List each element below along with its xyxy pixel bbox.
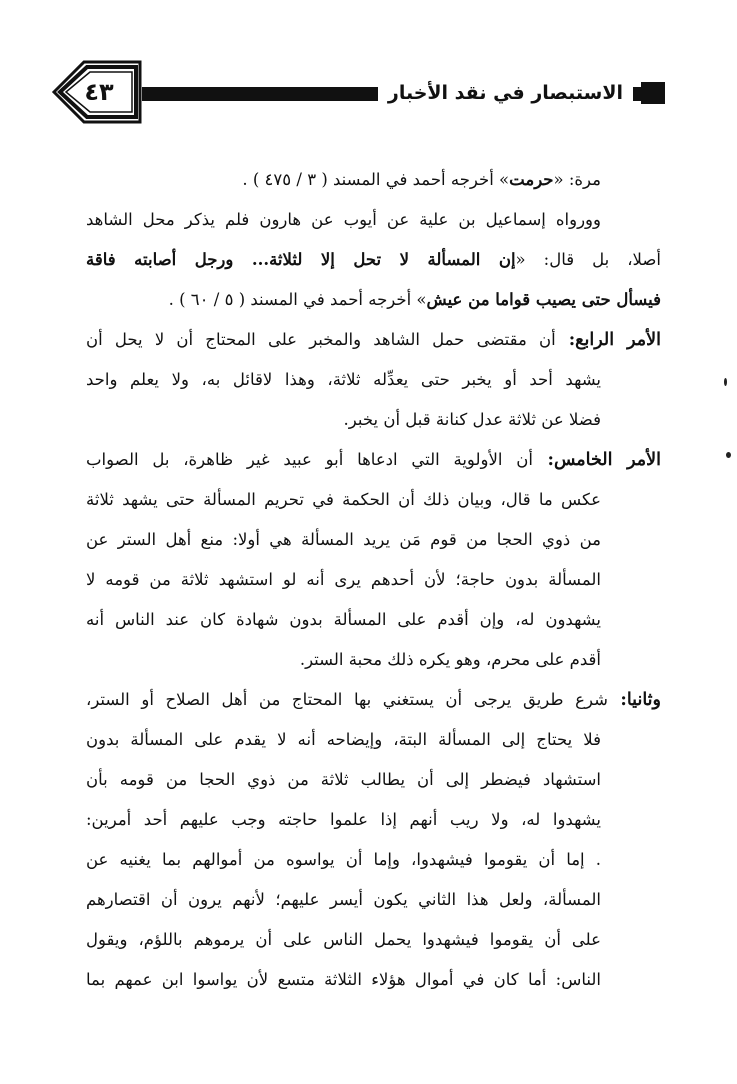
text-run: استشهاد فيضطر إلى أن يطالب ثلاثة من ذوي الحجا من قومه بأن	[86, 770, 601, 789]
text-line	[86, 680, 661, 720]
page-number: ٤٣	[84, 78, 114, 106]
section-heading: الأمر الرابع:	[555, 330, 661, 350]
text-run: مرة: «	[553, 170, 601, 189]
hadith-quote: حرمت	[509, 170, 554, 189]
section-heading: الأمر الخامس:	[532, 450, 661, 470]
text-line	[86, 360, 661, 400]
text-line	[86, 880, 661, 920]
text-run: الناس: أما كان في أموال هؤلاء الثلاثة متسع لأن يواسوا ابن عمهم بما	[86, 970, 601, 989]
text-line	[86, 600, 661, 640]
text-run: » أخرجه أحمد في المسند ( ٥ / ٦٠ ) .	[168, 290, 427, 309]
text-run: وورواه إسماعيل بن علية عن أيوب عن هارون فلم يذكر محل الشاهد	[86, 210, 601, 229]
text-line	[86, 320, 661, 360]
body-text	[86, 160, 661, 1000]
text-line	[86, 800, 661, 840]
text-run: فلا يحتاج إلى المسألة البتة، وإيضاحه أنه لا يقدم على المسألة بدون	[86, 730, 601, 749]
text-line	[86, 920, 661, 960]
text-line	[86, 240, 661, 280]
text-line	[86, 200, 661, 240]
text-line	[86, 760, 661, 800]
text-run: يشهدون له، وإن أقدم على المسألة بدون شهادة كان عند الناس أنه	[86, 610, 601, 629]
text-run: المسألة بدون حاجة؛ لأن أحدهم يرى أنه لو استشهد ثلاثة من قومه لا	[86, 570, 601, 589]
text-line	[86, 840, 661, 880]
text-run: على أن يقوموا فيشهدوا يحمل الناس على أن يرموهم باللؤم، ويقول	[86, 930, 601, 949]
text-line	[86, 480, 661, 520]
text-run: فضلا عن ثلاثة عدل كنانة قبل أن يخبر.	[343, 410, 601, 429]
hadith-quote: فيسأل حتى يصيب قواما من عيش	[426, 290, 661, 309]
text-line	[86, 960, 661, 1000]
text-run: أقدم على محرم، وهو يكره ذلك محبة الستر.	[299, 650, 601, 669]
text-run: أن مقتضى حمل الشاهد والمخبر على المحتاج أن لا يحل أن	[86, 330, 556, 349]
scan-speck	[724, 378, 727, 386]
hadith-quote: إن المسألة لا تحل إلا لثلاثة... ورجل أصابته فاقة	[86, 250, 516, 269]
text-run: شرع طريق يرجى أن يستغني بها المحتاج من أهل الصلاح أو الستر،	[86, 690, 608, 709]
text-run: يشهد أحد أو يخبر حتى يعدِّله ثلاثة، وهذا لاقائل به، ولا يعلم واحد	[86, 370, 601, 389]
scan-speck	[726, 452, 731, 458]
text-line	[86, 280, 661, 320]
text-line	[86, 520, 661, 560]
text-line	[86, 400, 661, 440]
text-run: » أخرجه أحمد في المسند ( ٣ / ٤٧٥ ) .	[242, 170, 510, 189]
text-run: أصلا، بل قال: «	[515, 250, 661, 269]
text-run: عكس ما قال، وبيان ذلك أن الحكمة في تحريم المسألة حتى يشهد ثلاثة	[86, 490, 601, 509]
text-line	[86, 640, 661, 680]
text-run: من ذوي الحجا من قوم مَن يريد المسألة هي أولا: منع أهل الستر عن	[86, 530, 601, 549]
header-square-ornament	[641, 82, 665, 104]
text-run: المسألة، ولعل هذا الثاني يكون أيسر عليهم؛ لأنهم يرون أن اقتصارهم	[86, 890, 601, 909]
book-title: الاستبصار في نقد الأخبار	[378, 78, 633, 108]
text-run: أن الأولوية التي ادعاها أبو عبيد غير ظاهرة، بل الصواب	[86, 450, 533, 469]
text-run: . إما أن يقوموا فيشهدوا، وإما أن يواسوه من أموالهم بما يغنيه عن	[86, 850, 601, 869]
section-heading: وثانيا:	[607, 690, 661, 710]
text-run: يشهدوا له، ولا ريب أنهم إذا علموا حاجته وجب عليهم أحد أمرين:	[86, 810, 601, 829]
running-header	[50, 60, 665, 140]
text-line	[86, 560, 661, 600]
text-line	[86, 720, 661, 760]
text-line	[86, 160, 661, 200]
text-line	[86, 440, 661, 480]
